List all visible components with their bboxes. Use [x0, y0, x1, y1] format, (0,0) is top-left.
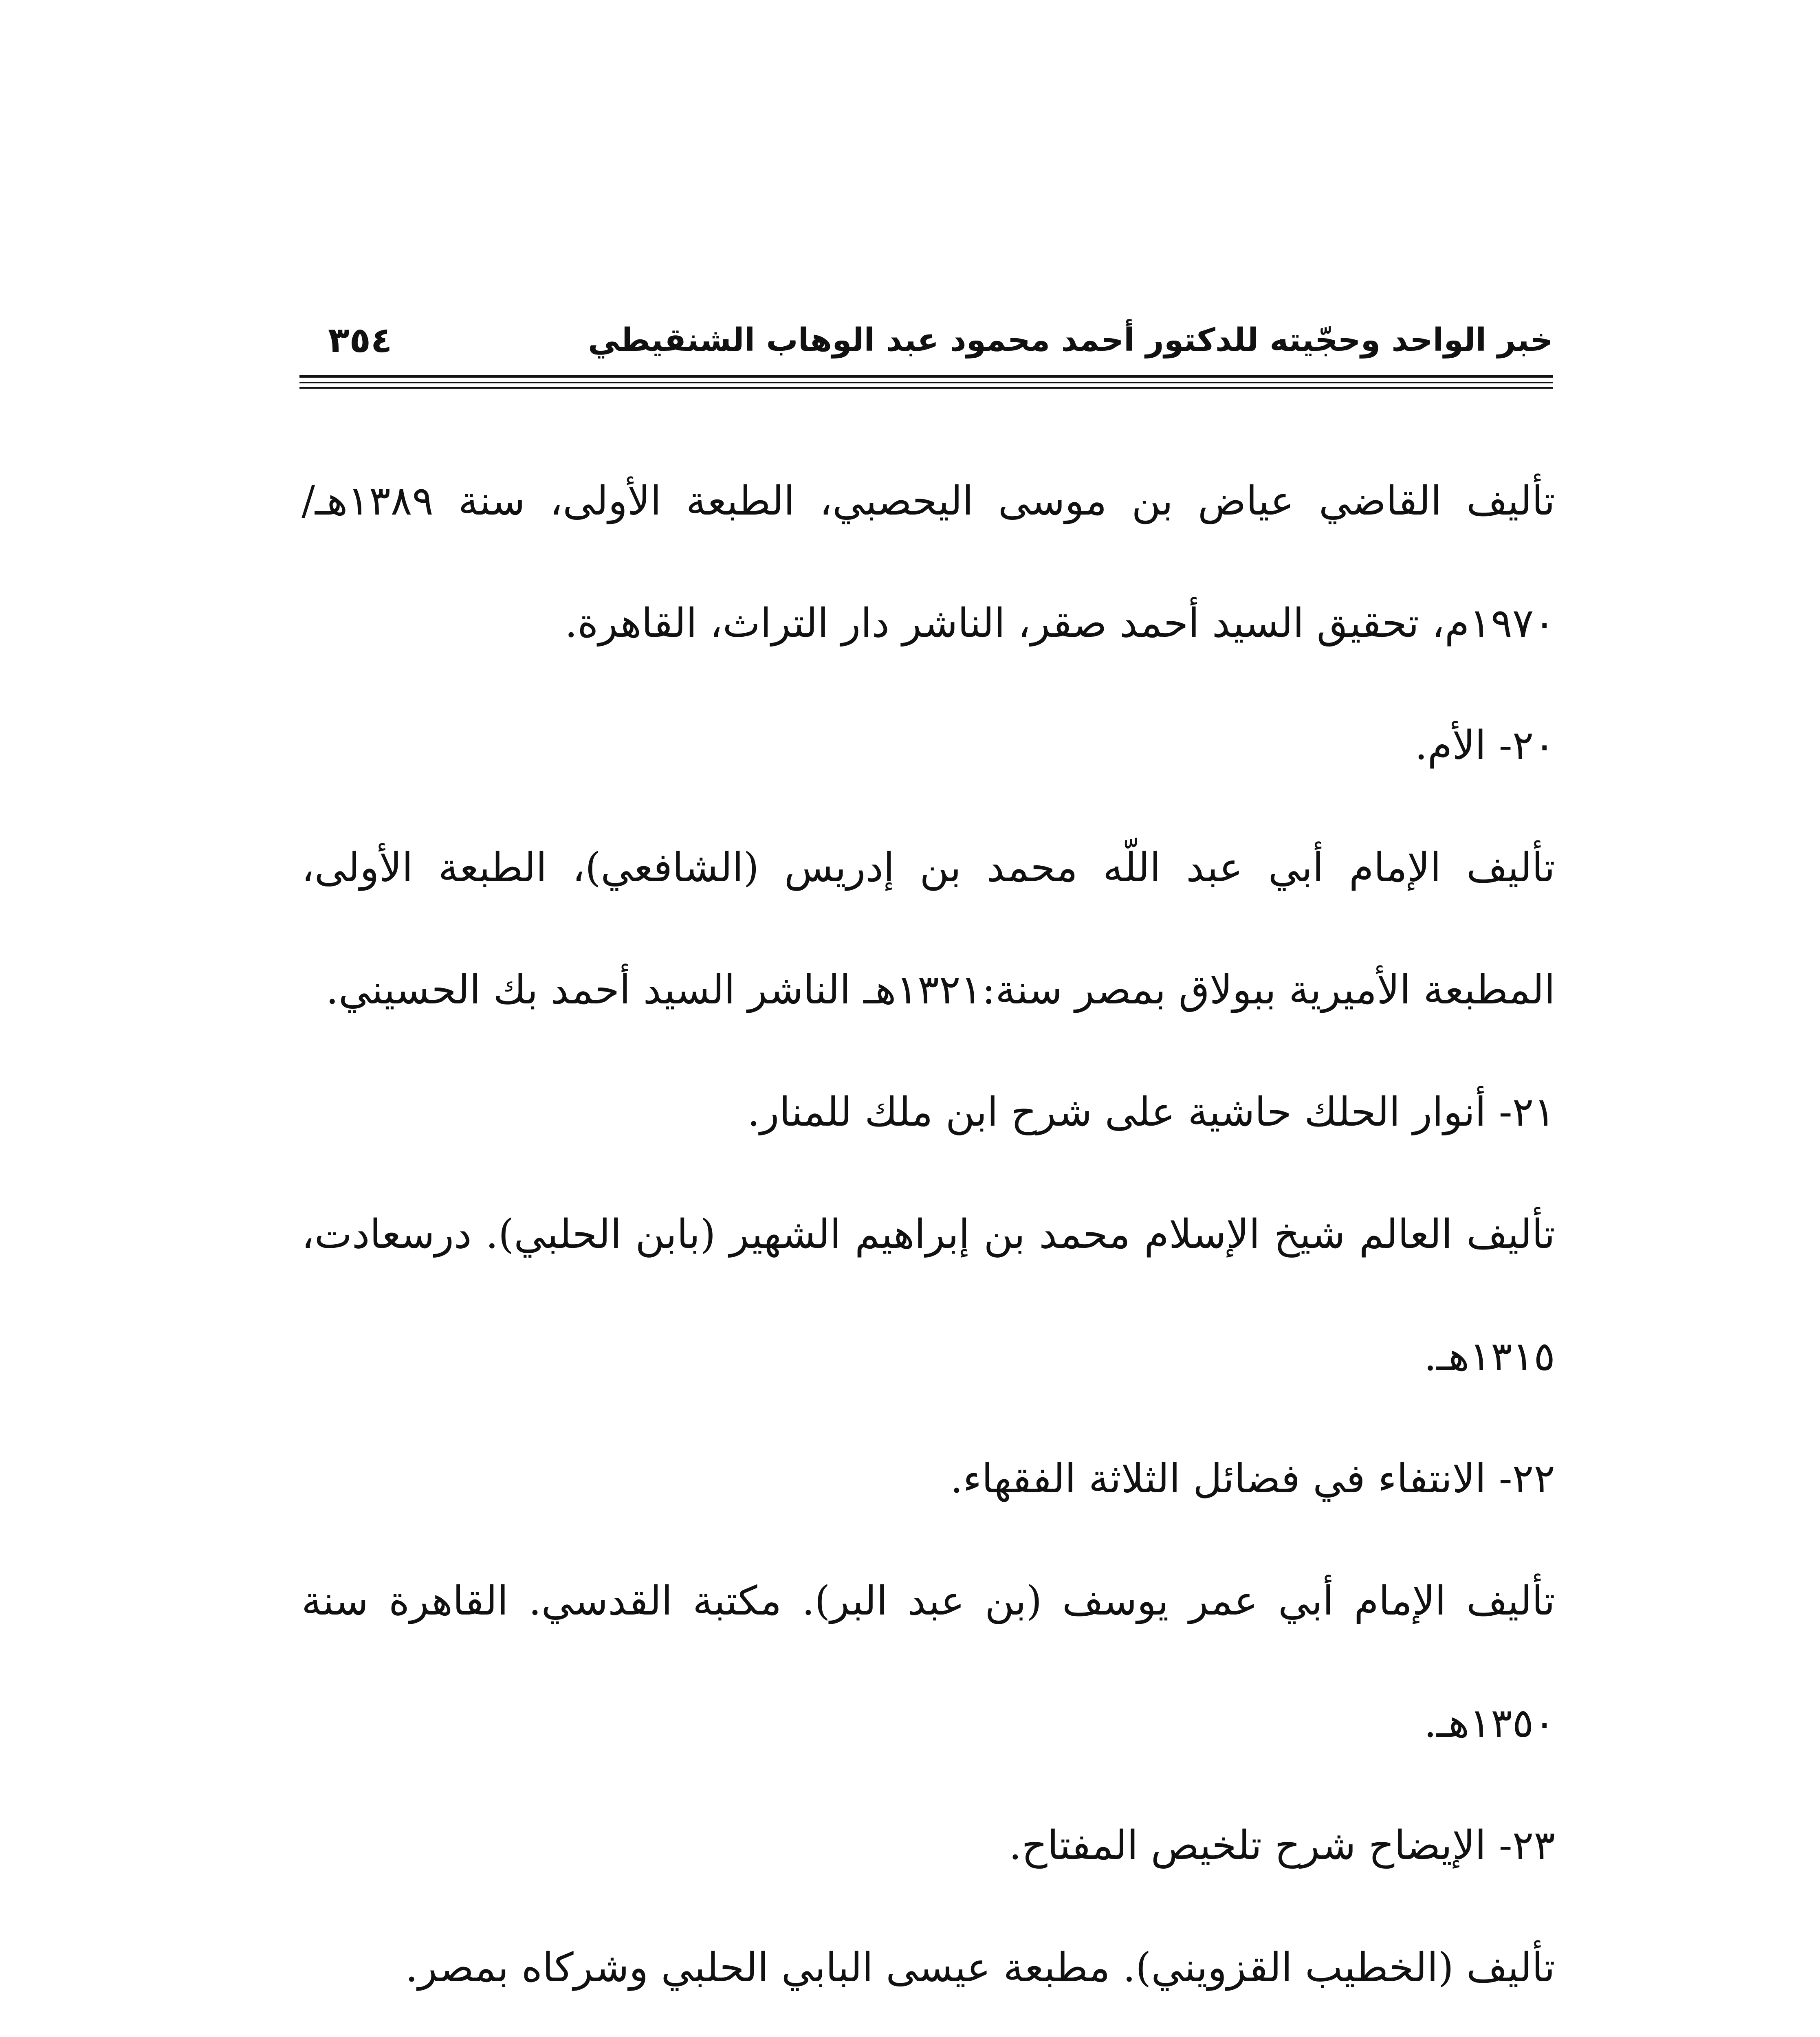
entry-20-title: ٢٠- الأم. — [1415, 722, 1555, 769]
header-rule-middle — [299, 382, 1553, 383]
header-rule-thin — [299, 387, 1553, 389]
entry-23-description: تأليف (الخطيب القزويني). مطبعة عيسى البابي الحلبي وشركاه بمصر. — [405, 1945, 1555, 1991]
entry-20-description: تأليف الإمام أبي عبد اللّه محمد بن إدريس (الشافعي)، الطبعة الأولى، المطبعة الأميرية ببولاق بمصر سنة:١٣٢١هـ الناشر السيد أحمد بك الحسيني. — [301, 845, 1555, 1013]
header-title: خبر الواحد وحجّيته للدكتور أحمد محمود عبد الوهاب الشنقيطي — [588, 322, 1553, 359]
entry-21-description: تأليف العالم شيخ الإسلام محمد بن إبراهيم الشهير (بابن الحلبي). درسعادت، ١٣١٥هـ. — [301, 1211, 1555, 1380]
entry-23-title: ٢٣- الإيضاح شرح تلخيص المفتاح. — [1009, 1822, 1555, 1869]
entry-22-description: تأليف الإمام أبي عمر يوسف (بن عبد البر). مكتبة القدسي. القاهرة سنة ١٣٥٠هـ. — [301, 1578, 1555, 1747]
page-number: ٣٥٤ — [328, 320, 392, 361]
bibliography-text — [301, 440, 1555, 2037]
entry-24-title — [301, 2029, 1555, 2037]
header-rule-thick — [299, 375, 1553, 378]
running-header — [299, 314, 1553, 391]
entry-21-title: ٢١- أنوار الحلك حاشية على شرح ابن ملك للمنار. — [747, 1089, 1555, 1135]
entry-22-title: ٢٢- الانتفاء في فضائل الثلاثة الفقهاء. — [950, 1456, 1555, 1502]
entry-19-description: تأليف القاضي عياض بن موسى اليحصبي، الطبعة الأولى، سنة ١٣٨٩هـ/١٩٧٠م، تحقيق السيد أحمد صقر، الناشر دار التراث، القاهرة. — [301, 478, 1555, 647]
